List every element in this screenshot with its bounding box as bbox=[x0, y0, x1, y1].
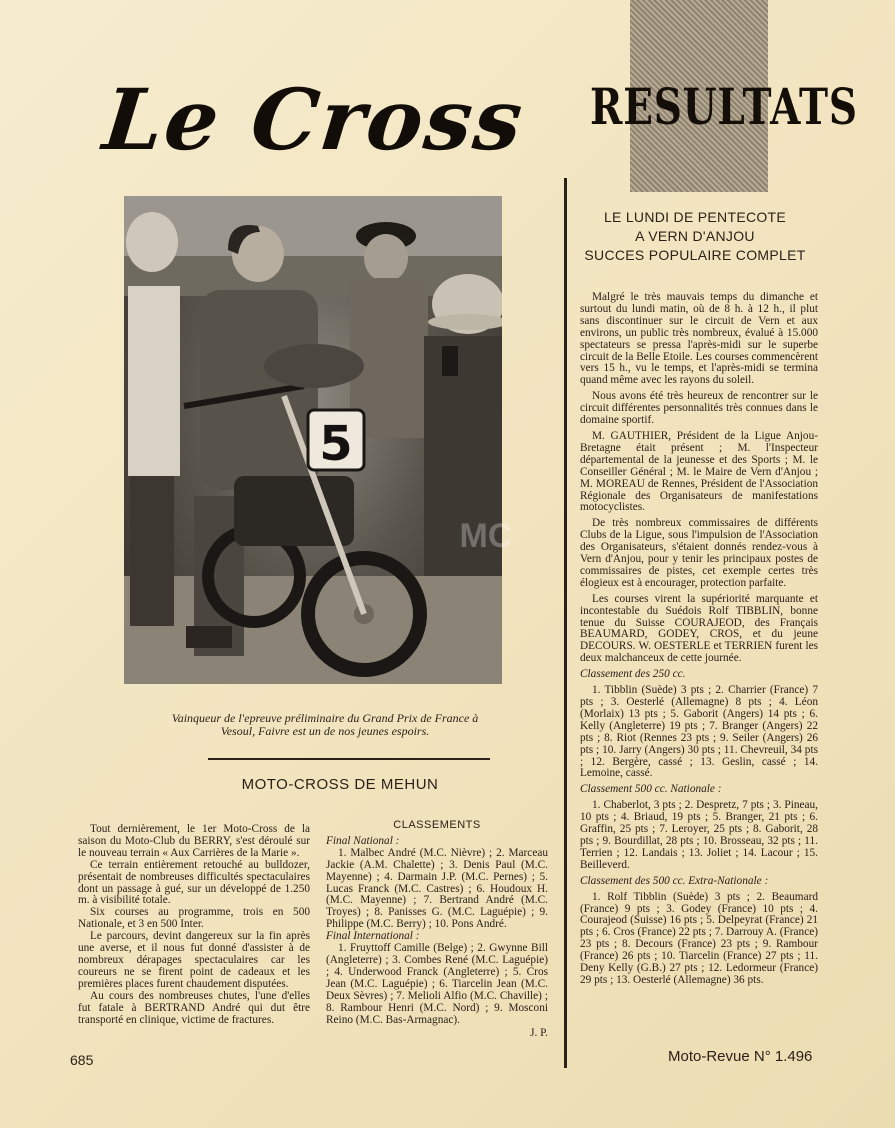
final-national-label: Final National : bbox=[326, 834, 400, 847]
class-500-national-results: 1. Chaberlot, 3 pts ; 2. Despretz, 7 pts ; 3. Pineau, 10 pts ; 4. Briaud, 19 pts ; 5. Branger, 21 pts ; 6. Graffin, 25 pts ; 7. Leroyer, 25 pts ; 8. Gaborit, 28 pts ; 9. Bourdillat, 28 pts ; 10. Brosseau, 32 pts ; 11. Terrien ; 12. Landais ; 13. Joliet ; 14. Lacour ; 15. Beilleverd. bbox=[580, 799, 818, 871]
vern-paragraph: Les courses virent la supériorité marquante et incontestable du Suédois Rolf TIBBLIN, bonne tenue du Suisse COURAJEOD, des Français BEAUMARD, GODEY, CROS, et du jeune DECOURS. W. OESTERLE et TERRIEN furent les deux malchanceux de cette journée. bbox=[580, 592, 818, 665]
final-international-results: 1. Fruyttoff Camille (Belge) ; 2. Gwynne Bill (Angleterre) ; 3. Combes René (M.C. Laguépie) ; 4. Underwood Franck (Angleterre) ; 5. Cros Jean (M.C. Laguépie) ; 6. Tiarcelin Jean (M.C. Deux Sèvres) ; 7. Melioli Alfio (M.C. Chaville) ; 8. Rambour Henri (M.C. Nord) ; 9. Mosconi Reino (M.C. Bas-Armagnac). bbox=[326, 942, 548, 1026]
column-divider bbox=[564, 178, 567, 1068]
author-signature: J. P. bbox=[530, 1027, 548, 1040]
classements-block bbox=[326, 820, 548, 1040]
final-international-label: Final International : bbox=[326, 930, 420, 943]
mehun-paragraph: Le parcours, devint dangereux sur la fin après une averse, et il nous fut donné d'assister à de nombreux dérapages spectaculaires car les coureurs ne se firent point de cadeaux et les premières places furent chaudement disputées. bbox=[78, 930, 310, 990]
headline: Le Cross bbox=[98, 70, 529, 169]
vern-paragraph: De très nombreux commissaires de différents Clubs de la Ligue, sous l'impulsion de l'Association des Organisateurs, s'étaient donnés rendez-vous à Vern d'Anjou, pour y tenir les principaux postes de commissaires de pistes, cet exemple certes très élogieux est à encourager, protection parfaite. bbox=[580, 517, 818, 589]
page-number: 685 bbox=[70, 1052, 94, 1068]
class-500-extra-label: Classement des 500 cc. Extra-Nationale : bbox=[580, 874, 769, 887]
class-250-results: 1. Tibblin (Suède) 3 pts ; 2. Charrier (France) 7 pts ; 3. Oesterlé (Allemagne) 8 pts ; 4. Léon (Morlaix) 13 pts ; 5. Gaborit (Angers) 14 pts ; 6. Kelly (Angleterre) 19 pts ; 7. Branger (Angers) 22 pts ; 8. Riot (Rennes 23 pts ; 9. Seiler (Angers) 26 pts ; 10. Jarry (Angers) 30 pts ; 11. Chevreuil, 34 pts ; 12. Bergère, cassé ; 13. Geslin, cassé ; 14. Lemoine, cassé. bbox=[580, 684, 818, 780]
class-250-label: Classement des 250 cc. bbox=[580, 668, 686, 681]
results-title: RESULTATS bbox=[590, 77, 858, 136]
vern-heading-line: LE LUNDI DE PENTECOTE bbox=[603, 209, 787, 225]
mehun-title: MOTO-CROSS DE MEHUN bbox=[241, 776, 439, 793]
race-photo bbox=[124, 196, 502, 684]
mehun-paragraph: Six courses au programme, trois en 500 Nationale, et 3 en 500 Inter. bbox=[78, 906, 310, 931]
journal-issue: Moto-Revue N° 1.496 bbox=[668, 1048, 813, 1065]
bike-number-plate: 5 bbox=[319, 416, 353, 472]
class-500-extra-results: 1. Rolf Tibblin (Suède) 3 pts ; 2. Beaumard (France) 9 pts ; 3. Godey (France) 10 pts ; 4. Courajeod (Suisse) 16 pts ; 5. Delpeyrat (France) 21 pts ; 6. Cros (France) 22 pts ; 7. Darrouy A. (France) 23 pts ; 8. Decours (France) 23 pts ; 9. Rambour (France) 26 pts ; 10. Tiarcelin (France) 27 pts ; 11. Deny Kelly (G.B.) 27 pts ; 12. Ledormeur (France) 29 pts ; 13. Oesterlé (Allemagne) 36 pts. bbox=[580, 890, 818, 986]
mehun-paragraph: Tout dernièrement, le 1er Moto-Cross de la saison du Moto-Club du BERRY, s'est déroulé sur le nouveau terrain « Aux Carrières de la Marie ». bbox=[78, 823, 310, 859]
class-500-national-label: Classement 500 cc. Nationale : bbox=[580, 783, 722, 796]
watermark-logo: MC bbox=[459, 517, 513, 555]
vern-paragraph: M. GAUTHIER, Président de la Ligue Anjou-Bretagne était présent ; M. l'Inspecteur départemental de la jeunesse et des Sports ; M. le Conseiller Général ; M. le Maire de Vern d'Anjou ; M. MOREAU de Rennes, Président de l'Association Régionale des Organisateurs de manifestations motocyclistes. bbox=[580, 429, 818, 514]
final-national-results: 1. Malbec André (M.C. Nièvre) ; 2. Marceau Jackie (A.M. Chalette) ; 3. Denis Paul (M.C. Mayenne) ; 4. Darmain J.P. (M.C. Pernes) ; 5. Lucas Franck (M.C. Castres) ; 6. Houdoux H. (M.C. Mayenne) ; 7. Bertrand André (M.C. Troyes) ; 8. Panisses G. (M.C. Laguépie) ; 9. Philippe (M.C. Berry) ; 10. Pons André. bbox=[326, 846, 548, 931]
mehun-article bbox=[78, 824, 310, 1026]
vern-article bbox=[580, 292, 818, 991]
mehun-paragraph: Ce terrain entièrement retouché au bulldozer, présentait de nombreuses difficultés spectaculaires dont un passage à gué, sur un développé de 1.250 m. à visibilité totale. bbox=[78, 858, 310, 907]
photo-caption: Vainqueur de l'epreuve préliminaire du Grand Prix de France à Vesoul, Faivre est un de nos jeunes espoirs. bbox=[171, 711, 479, 738]
classements-title: CLASSEMENTS bbox=[393, 819, 481, 831]
section-rule bbox=[208, 758, 490, 760]
vern-heading-line: A VERN D'ANJOU bbox=[635, 228, 755, 244]
vern-paragraph: Malgré le très mauvais temps du dimanche et surtout du lundi matin, où de 8 h. à 12 h., il plut sans discontinuer sur le circuit de Vern et aux environs, un public très nombreux, évalué à 15.000 spectateurs se pressa l'après-midi sur le superbe circuit de la Belle Etoile. Les courses commencèrent vers 15 h., vu le temps, et l'après-midi se termina quand même avec les rayons du soleil. bbox=[580, 291, 818, 387]
vern-heading-line: SUCCES POPULAIRE COMPLET bbox=[584, 247, 806, 263]
mehun-paragraph: Au cours des nombreuses chutes, l'une d'elles fut fatale à BERTRAND André qui dut être transporté en clinique, victime de fractures. bbox=[78, 989, 310, 1026]
vern-paragraph: Nous avons été très heureux de rencontrer sur le circuit différentes personnalités très connues dans le domaine sportif. bbox=[580, 390, 818, 427]
vern-heading bbox=[570, 208, 820, 265]
